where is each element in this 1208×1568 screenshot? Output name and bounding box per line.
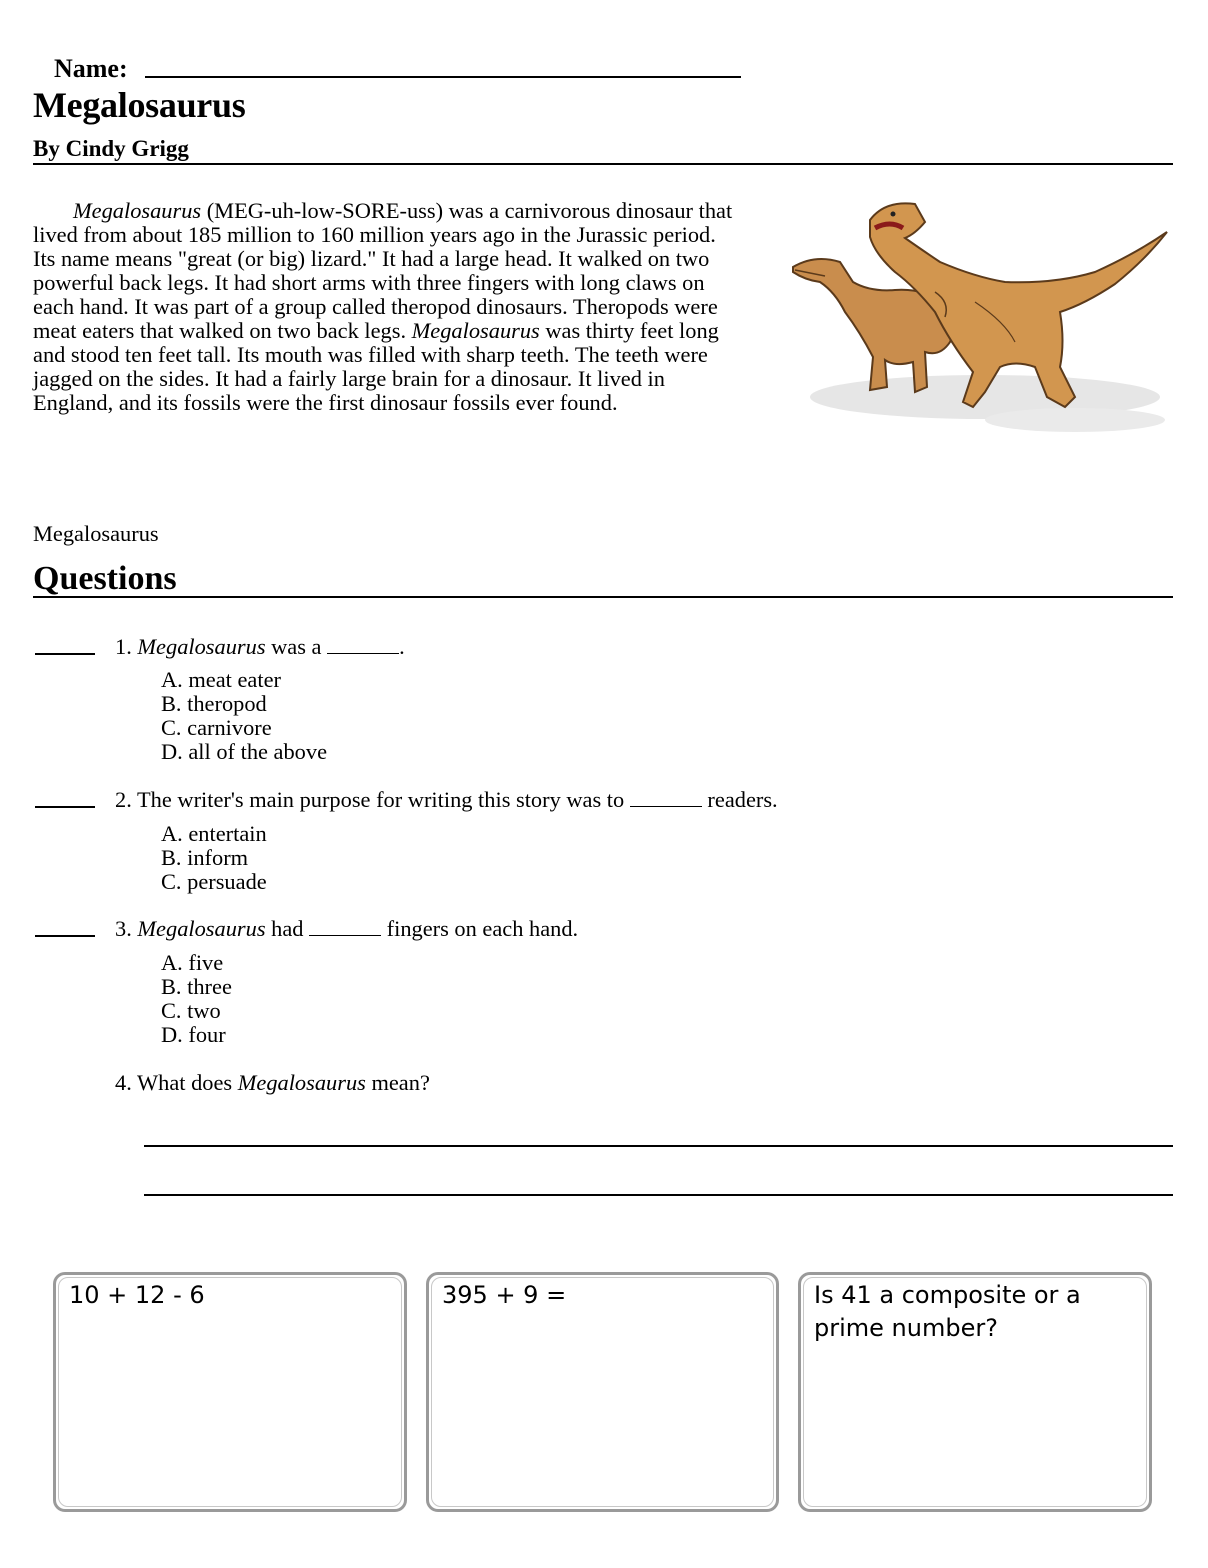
option[interactable]: B. three — [161, 974, 232, 999]
option[interactable]: A. meat eater — [161, 667, 281, 692]
option[interactable]: C. two — [161, 998, 221, 1023]
question-3 — [115, 916, 578, 942]
question-number: 2. — [115, 787, 132, 812]
questions-heading: Questions — [33, 560, 177, 597]
question-2 — [115, 787, 778, 813]
story-part-1: (MEG-uh-low-SORE-uss) was a carnivorous dinosaur that lived from about 185 million to 160 million years ago in the Jurassic period. Its name means "great (or big) lizard." It had a large head. It walked on two powerful back legs. It had short arms with three fingers with long claws on each hand. It was part of a group called theropod dinosaurs. Theropods were meat eaters that walked on two back legs. — [33, 198, 733, 343]
question-italic: Megalosaurus — [137, 634, 266, 659]
question-1-options — [161, 668, 327, 764]
question-text: had — [265, 916, 310, 941]
story-part-2: was thirty feet long and stood ten feet tall. Its mouth was filled with sharp teeth. The teeth were jagged on the sides. It had a fairly large brain for a dinosaur. It lived in England, and its fossils were the first dinosaur fossils ever found. — [33, 318, 719, 415]
question-fill-blank — [630, 788, 702, 807]
answer-blank-2[interactable] — [35, 806, 95, 808]
question-number: 4. — [115, 1070, 132, 1095]
question-fill-blank — [327, 635, 399, 654]
answer-line-2[interactable] — [144, 1194, 1173, 1196]
question-italic: Megalosaurus — [137, 916, 266, 941]
questions-divider — [33, 596, 1173, 598]
option[interactable]: A. five — [161, 950, 224, 975]
option[interactable]: A. entertain — [161, 821, 267, 846]
story-text — [33, 199, 733, 415]
math-box-3[interactable] — [798, 1272, 1152, 1512]
question-number: 3. — [115, 916, 132, 941]
option[interactable]: B. inform — [161, 845, 249, 870]
question-number: 1. — [115, 634, 132, 659]
option[interactable]: C. carnivore — [161, 715, 272, 740]
answer-blank-3[interactable] — [35, 935, 95, 937]
question-text: What does — [137, 1070, 238, 1095]
question-italic: Megalosaurus — [237, 1070, 366, 1095]
question-fill-blank — [309, 917, 381, 936]
question-text-end: mean? — [365, 1070, 430, 1095]
math-problem: Is 41 a composite or a prime number? — [814, 1281, 1081, 1342]
math-box-2[interactable] — [426, 1272, 779, 1512]
question-text-end: fingers on each hand. — [381, 916, 579, 941]
question-text: was a — [265, 634, 328, 659]
question-2-options — [161, 822, 267, 894]
option[interactable]: C. persuade — [161, 869, 267, 894]
option[interactable]: D. four — [161, 1022, 226, 1047]
article-byline: By Cindy Grigg — [33, 136, 189, 161]
math-problem: 10 + 12 - 6 — [69, 1281, 205, 1309]
story-paragraph — [33, 199, 733, 415]
option[interactable]: B. theropod — [161, 691, 267, 716]
math-problem: 395 + 9 = — [442, 1281, 567, 1309]
header-divider — [33, 163, 1173, 165]
question-3-options — [161, 951, 232, 1047]
image-caption: Megalosaurus — [33, 521, 159, 546]
story-lead-italic: Megalosaurus — [73, 198, 202, 223]
math-box-1[interactable] — [53, 1272, 407, 1512]
question-1 — [115, 634, 405, 660]
answer-blank-1[interactable] — [35, 653, 95, 655]
story-mid-italic: Megalosaurus — [411, 318, 540, 343]
answer-line-1[interactable] — [144, 1145, 1173, 1147]
question-text-end: readers. — [701, 787, 778, 812]
article-title: Megalosaurus — [33, 85, 246, 125]
option[interactable]: D. all of the above — [161, 739, 328, 764]
question-text-end: . — [399, 634, 405, 659]
megalosaurus-illustration-icon — [775, 192, 1175, 442]
question-text: The writer's main purpose for writing this story was to — [137, 787, 630, 812]
name-field-line[interactable] — [145, 76, 741, 78]
question-4 — [115, 1070, 430, 1096]
name-label: Name: — [54, 54, 128, 83]
